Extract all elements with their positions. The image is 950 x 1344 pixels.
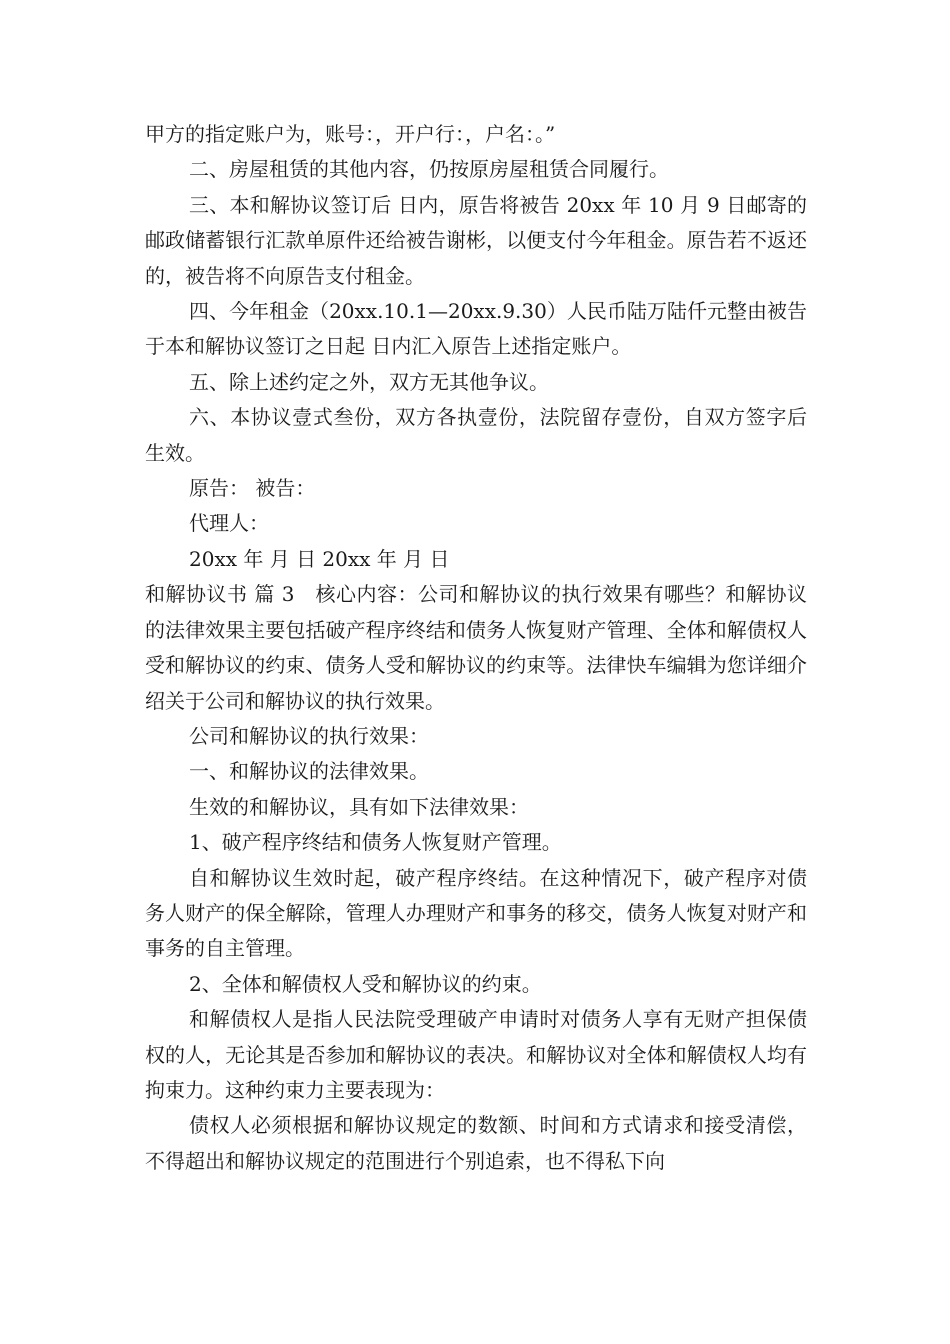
paragraph: 六、本协议壹式叁份，双方各执壹份，法院留存壹份，自双方签字后生效。 <box>145 405 807 465</box>
paragraph: 甲方的指定账户为，账号：，开户行：，户名：。” <box>145 122 556 146</box>
paragraph: 自和解协议生效时起，破产程序终结。在这种情况下，破产程序对债务人财产的保全解除，管理人办理财产和事务的移交，债务人恢复对财产和事务的自主管理。 <box>145 865 807 961</box>
paragraph: 债权人必须根据和解协议规定的数额、时间和方式请求和接受清偿，不得超出和解协议规定的范围进行个别追索，也不得私下向 <box>145 1113 807 1173</box>
paragraph: 原告： 被告： <box>189 476 316 501</box>
paragraph: 五、除上述约定之外，双方无其他争议。 <box>189 369 549 394</box>
paragraph: 生效的和解协议，具有如下法律效果： <box>189 794 529 819</box>
paragraph: 和解债权人是指人民法院受理破产申请时对债务人享有无财产担保债权的人，无论其是否参加和解协议的表决。和解协议对全体和解债权人均有拘束力。这种约束力主要表现为： <box>145 1007 807 1102</box>
document-body <box>145 117 807 1179</box>
paragraph: 20xx 年 月 日 20xx 年 月 日 <box>189 546 450 571</box>
paragraph: 公司和解协议的执行效果： <box>189 723 429 748</box>
paragraph: 和解协议书 篇 3 核心内容：公司和解协议的执行效果有哪些？和解协议的法律效果主要包括破产程序终结和债务人恢复财产管理、全体和解债权人受和解协议的约束、债务人受和解协议的约束等。法律快车编辑为您详细介绍关于公司和解协议的执行效果。 <box>145 582 807 713</box>
paragraph: 2、全体和解债权人受和解协议的约束。 <box>189 971 542 996</box>
paragraph: 代理人： <box>189 511 269 536</box>
paragraph: 二、房屋租赁的其他内容，仍按原房屋租赁合同履行。 <box>189 157 669 182</box>
paragraph: 1、破产程序终结和债务人恢复财产管理。 <box>189 830 562 855</box>
paragraph: 三、本和解协议签订后 日内，原告将被告 20xx 年 10 月 9 日邮寄的邮政储蓄银行汇款单原件还给被告谢彬，以便支付今年租金。原告若不返还的，被告将不向原告支付租金。 <box>145 192 807 288</box>
paragraph: 四、今年租金（20xx.10.1—20xx.9.30）人民币陆万陆仟元整由被告于本和解协议签订之日起 日内汇入原告上述指定账户。 <box>145 299 807 359</box>
paragraph: 一、和解协议的法律效果。 <box>189 759 429 784</box>
